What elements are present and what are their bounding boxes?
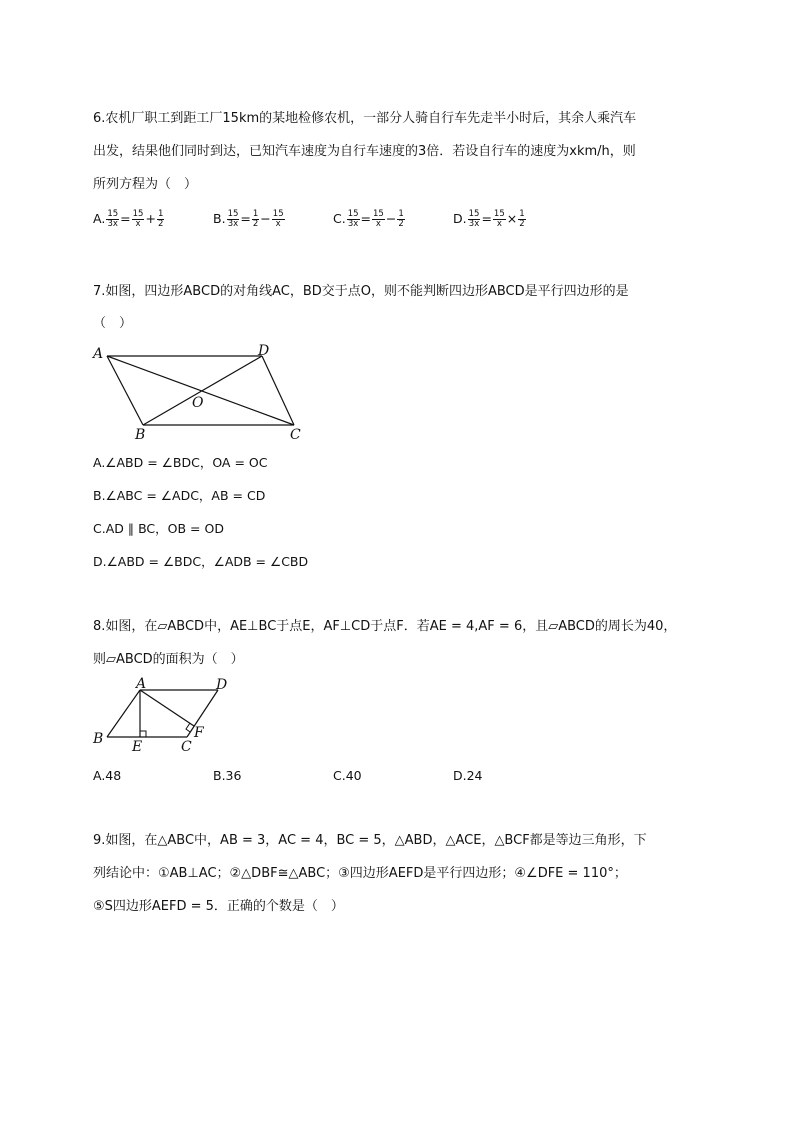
q8-label-f: F bbox=[194, 725, 204, 741]
q8-option-c[interactable]: C.40 bbox=[333, 768, 362, 783]
q8-right-angle-f-icon bbox=[186, 723, 190, 732]
q7-label-o: O bbox=[192, 395, 204, 411]
q8-line-2: 则▱ABCD的面积为（ ） bbox=[93, 652, 244, 667]
q8-label-b: B bbox=[93, 731, 104, 747]
q7-parallelogram-figure bbox=[90, 340, 320, 445]
q8-option-d[interactable]: D.24 bbox=[453, 768, 483, 783]
q8-option-b[interactable]: B.36 bbox=[213, 768, 242, 783]
q7-label-d: D bbox=[258, 343, 270, 359]
q8-right-angle-e-icon bbox=[140, 731, 146, 737]
q8-parallelogram-figure bbox=[90, 673, 240, 758]
q8-altitude-af bbox=[140, 690, 194, 726]
q7-diagonal-ac bbox=[107, 356, 294, 425]
q9-line-1: 9.如图，在△ABC中，AB = 3，AC = 4，BC = 5，△ABD，△ACE，△BCF都是等边三角形，下 bbox=[93, 833, 647, 848]
q6-line-2: 出发，结果他们同时到达，已知汽车速度为自行车速度的3倍．若设自行车的速度为xkm/h，则 bbox=[93, 144, 636, 159]
q6-option-d[interactable]: D. $\frac{15}{3x}$ = $\frac{15}{x}$ × $\frac{1}{2}$ bbox=[453, 209, 525, 229]
q9-line-3: ⑤S四边形AEFD = 5．正确的个数是（ ） bbox=[93, 899, 344, 914]
q8-option-a[interactable]: A.48 bbox=[93, 768, 122, 783]
q8-side-ab bbox=[107, 690, 140, 737]
q6-line-3: 所列方程为（ ） bbox=[93, 177, 198, 192]
q6-option-a[interactable]: A. $\frac{15}{3x}$ = $\frac{15}{x}$ + $\frac{1}{2}$ bbox=[93, 209, 164, 229]
q7-label-b: B bbox=[135, 427, 146, 443]
q8-label-d: D bbox=[216, 677, 228, 693]
q6-option-c[interactable]: C. $\frac{15}{3x}$ = $\frac{15}{x}$ − $\frac{1}{2}$ bbox=[333, 209, 404, 229]
q7-option-d[interactable]: D.∠ABD = ∠BDC，∠ADB = ∠CBD bbox=[93, 554, 309, 569]
q7-label-a: A bbox=[93, 346, 104, 362]
q8-line-1: 8.如图，在▱ABCD中，AE⊥BC于点E，AF⊥CD于点F．若AE = 4,AF = 6，且▱ABCD的周长为40， bbox=[93, 619, 677, 634]
q7-option-a[interactable]: A.∠ABD = ∠BDC，OA = OC bbox=[93, 455, 268, 470]
q8-label-c: C bbox=[181, 739, 192, 755]
q9-line-2: 列结论中：①AB⊥AC；②△DBF≅△ABC；③四边形AEFD是平行四边形；④∠DFE = 110°； bbox=[93, 866, 627, 881]
q7-line-1: 7.如图，四边形ABCD的对角线AC，BD交于点O，则不能判断四边形ABCD是平行四边形的是 bbox=[93, 284, 629, 299]
q6-line-1: 6.农机厂职工到距工厂15km的某地检修农机，一部分人骑自行车先走半小时后，其余人乘汽车 bbox=[93, 111, 637, 126]
q7-label-c: C bbox=[290, 427, 301, 443]
q6-option-b[interactable]: B. $\frac{15}{3x}$ = $\frac{1}{2}$ − $\frac{15}{x}$ bbox=[213, 209, 284, 229]
q7-option-c[interactable]: C.AD ∥ BC，OB = OD bbox=[93, 521, 224, 536]
q7-diagonal-bd bbox=[143, 356, 262, 425]
q7-option-b[interactable]: B.∠ABC = ∠ADC，AB = CD bbox=[93, 488, 266, 503]
q7-line-2: （ ） bbox=[93, 316, 133, 331]
q8-label-e: E bbox=[132, 739, 143, 755]
q7-side-ab bbox=[107, 356, 143, 425]
q8-label-a: A bbox=[136, 676, 147, 692]
